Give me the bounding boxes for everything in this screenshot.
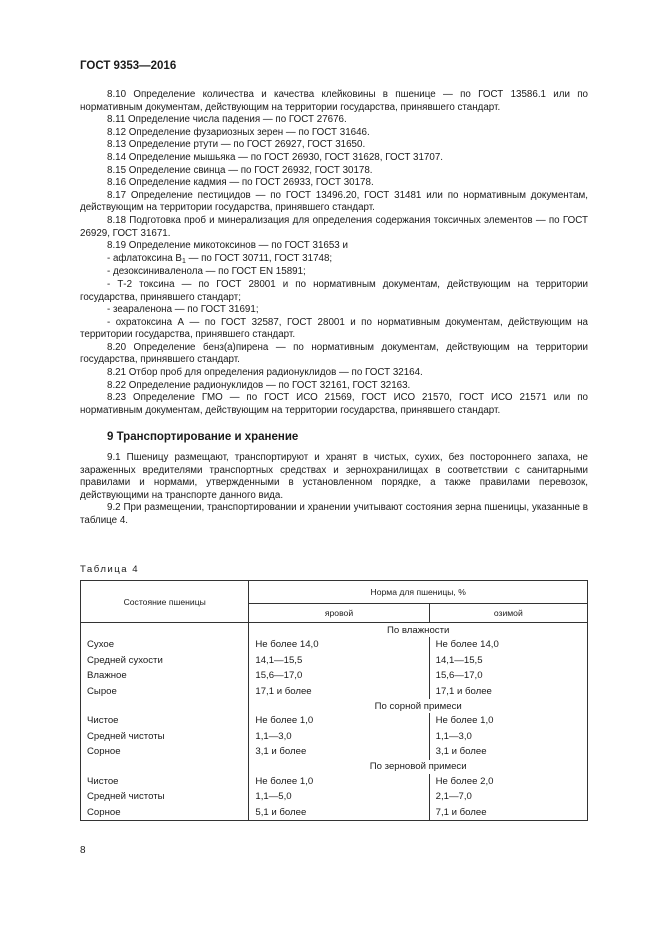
clause-8-17: 8.17 Определение пестицидов — по ГОСТ 13496.20, ГОСТ 31481 или по нормативным документам, действующим на территории государства, принявшего стандарт.	[80, 189, 588, 214]
cell-winter: 3,1 и более	[429, 744, 587, 760]
table-row	[81, 789, 588, 805]
cell-spring: 14,1—15,5	[249, 653, 429, 669]
clause-8-18: 8.18 Подготовка проб и минерализация для определения содержания токсичных элементов — по ГОСТ 26929, ГОСТ 31671.	[80, 214, 588, 239]
aflatoxin-subscript: 1	[181, 257, 186, 265]
cell-state: Сорное	[81, 805, 249, 821]
table-row	[81, 729, 588, 745]
clause-8-16: 8.16 Определение кадмия — по ГОСТ 26933, ГОСТ 30178.	[107, 177, 374, 189]
cell-state: Средней чистоты	[81, 729, 249, 745]
clause-8-20: 8.20 Определение бенз(а)пирена — по нормативным документам, действующим на территории государства, принявшего стандарт.	[80, 341, 588, 366]
table-row	[81, 668, 588, 684]
mycotoxin-zearalenone: - зеараленона — по ГОСТ 31691;	[107, 304, 259, 316]
wheat-condition-table	[80, 580, 588, 821]
cell-spring: 5,1 и более	[249, 805, 429, 821]
cell-winter: 17,1 и более	[429, 684, 587, 700]
cell-state: Влажное	[81, 668, 249, 684]
header-condition: Состояние пшеницы	[81, 581, 249, 623]
cell-winter: 7,1 и более	[429, 805, 587, 821]
table-caption: Таблица 4	[80, 564, 140, 575]
cell-spring: Не более 1,0	[249, 774, 429, 790]
aflatoxin-suffix: — по ГОСТ 30711, ГОСТ 31748;	[185, 252, 333, 264]
clause-8-12: 8.12 Определение фузариозных зерен — по ГОСТ 31646.	[107, 126, 370, 138]
group-title: По сорной примеси	[249, 699, 588, 713]
cell-spring: 3,1 и более	[249, 744, 429, 760]
clause-8-13: 8.13 Определение ртути — по ГОСТ 26927, ГОСТ 31650.	[107, 139, 366, 151]
cell-winter: 1,1—3,0	[429, 729, 587, 745]
page-number: 8	[80, 845, 86, 856]
table-row	[81, 684, 588, 700]
group-title: По зерновой примеси	[249, 760, 588, 774]
group-title: По влажности	[249, 623, 588, 638]
table-group-row	[81, 760, 588, 774]
clause-8-15: 8.15 Определение свинца — по ГОСТ 26932, ГОСТ 30178.	[107, 164, 373, 176]
cell-state: Чистое	[81, 713, 249, 729]
mycotoxin-aflatoxin	[80, 253, 588, 267]
cell-winter: Не более 1,0	[429, 713, 587, 729]
cell-winter: 14,1—15,5	[429, 653, 587, 669]
document-header: ГОСТ 9353—2016	[80, 60, 177, 72]
cell-spring: 1,1—3,0	[249, 729, 429, 745]
aflatoxin-prefix: - афлатоксина В	[107, 252, 182, 264]
table-row	[81, 637, 588, 653]
mycotoxin-t2: - Т-2 токсина — по ГОСТ 28001 и по нормативным документам, действующим на территории государства, принявшего стандарт;	[80, 278, 588, 303]
table-row	[81, 744, 588, 760]
clause-9-2: 9.2 При размещении, транспортировании и хранении учитывают состояния зерна пшеницы, указанные в таблице 4.	[80, 502, 588, 526]
document-body	[80, 89, 588, 528]
cell-spring: Не более 14,0	[249, 637, 429, 653]
cell-spring: 1,1—5,0	[249, 789, 429, 805]
cell-state: Сухое	[81, 637, 249, 653]
cell-winter: 2,1—7,0	[429, 789, 587, 805]
clause-8-23: 8.23 Определение ГМО — по ГОСТ ИСО 21569, ГОСТ ИСО 21570, ГОСТ ИСО 21571 или по нормативным документам, действующим на территории государства, принявшего стандарт.	[80, 392, 588, 416]
cell-winter: Не более 14,0	[429, 637, 587, 653]
cell-winter: 15,6—17,0	[429, 668, 587, 684]
cell-winter: Не более 2,0	[429, 774, 587, 790]
clause-8-10: 8.10 Определение количества и качества клейковины в пшенице — по ГОСТ 13586.1 или по нормативным документам, действующим на территории государства, принявшего стандарт.	[80, 89, 588, 113]
cell-spring: 17,1 и более	[249, 684, 429, 700]
table-group-row	[81, 699, 588, 713]
mycotoxin-deoxynivalenol: - дезоксиниваленола — по ГОСТ EN 15891;	[107, 266, 306, 278]
cell-state: Средней чистоты	[81, 789, 249, 805]
cell-spring: 15,6—17,0	[249, 668, 429, 684]
section-9-heading: 9 Транспортирование и хранение	[107, 431, 299, 444]
cell-spring: Не более 1,0	[249, 713, 429, 729]
table-row	[81, 713, 588, 729]
clause-9-1: 9.1 Пшеницу размещают, транспортируют и хранят в чистых, сухих, без постороннего запаха, не зараженных вредителями транспортных средствах и зернохранилищах в соответствии с санитарными правилами и нормами, утвержденными в установленном порядке, а также правилами перевозок, действующими на транспорте данного вида.	[80, 452, 588, 501]
mycotoxin-ochratoxin: - охратоксина А — по ГОСТ 32587, ГОСТ 28001 и по нормативным документам, действующим на территории государства, принявшего стандарт.	[80, 316, 588, 341]
clause-8-22: 8.22 Определение радионуклидов — по ГОСТ 32161, ГОСТ 32163.	[107, 379, 411, 391]
table-group-row	[81, 623, 588, 638]
cell-state: Сырое	[81, 684, 249, 700]
table-row	[81, 805, 588, 821]
header-norm: Норма для пшеницы, %	[249, 581, 588, 604]
table-row	[81, 653, 588, 669]
table-row	[81, 774, 588, 790]
cell-state: Средней сухости	[81, 653, 249, 669]
clause-8-11: 8.11 Определение числа падения — по ГОСТ 27676.	[107, 114, 347, 126]
header-spring: яровой	[249, 604, 429, 623]
clause-8-21: 8.21 Отбор проб для определения радионуклидов — по ГОСТ 32164.	[107, 367, 423, 379]
header-winter: озимой	[429, 604, 587, 623]
clause-8-14: 8.14 Определение мышьяка — по ГОСТ 26930, ГОСТ 31628, ГОСТ 31707.	[107, 151, 443, 163]
cell-state: Сорное	[81, 744, 249, 760]
cell-state: Чистое	[81, 774, 249, 790]
clause-8-19: 8.19 Определение микотоксинов — по ГОСТ 31653 и	[107, 240, 348, 252]
